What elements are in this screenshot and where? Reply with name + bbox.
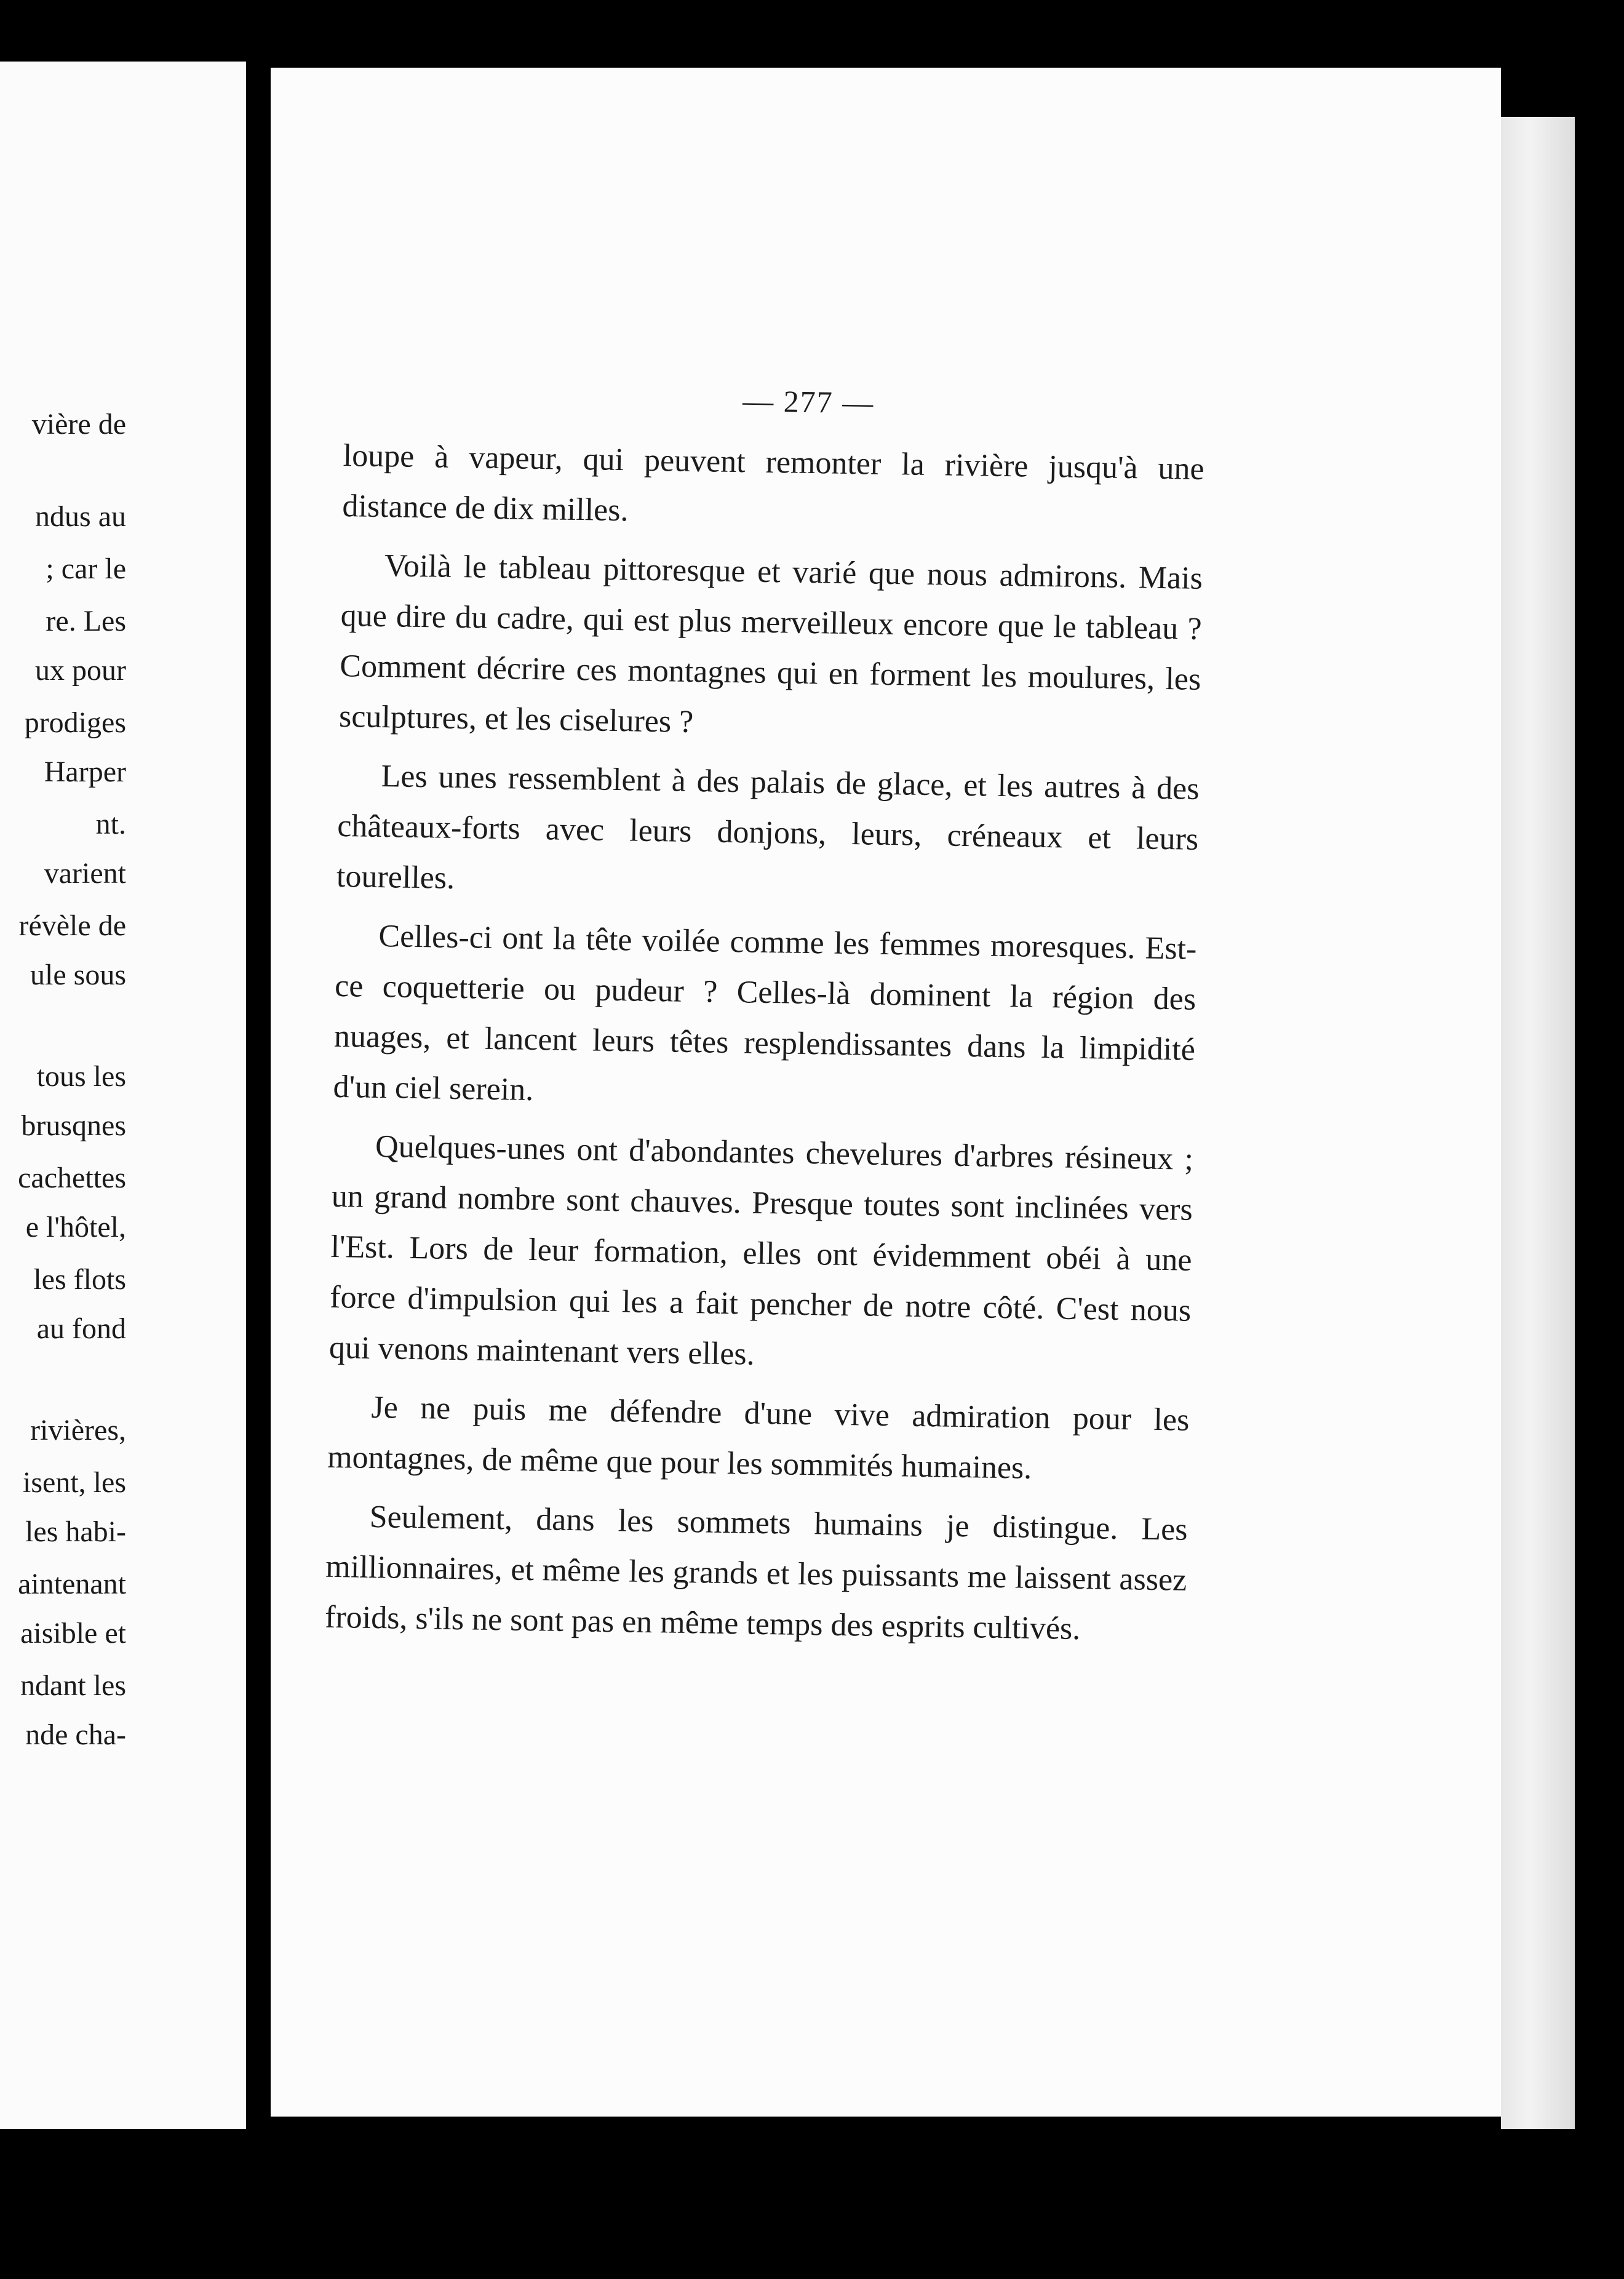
left-line: nt.: [95, 808, 126, 840]
paragraph: Les unes ressemblent à des palais de glace, et les autres à des châteaux-forts avec leurs donjons, leurs, créneaux et leurs tourelles.: [336, 759, 1200, 896]
paragraph: Quelques-unes ont d'abondantes chevelures d'arbres résineux ; un grand nombre sont chauves. Presque toutes sont inclinées vers l'Est. Lors de leur formation, elles ont évidemment obéi à une force d'impulsion qui les a fait pencher de notre côté. C'est nous qui venons maintenant vers elles.: [328, 1128, 1194, 1372]
paragraph: Celles-ci ont la tête voilée comme les femmes moresques. Est-ce coquetterie ou pudeur ? Celles-là dominent la région des nuages, et lancent leurs têtes resplendissantes dans la limpidité d'un ciel serein.: [333, 918, 1197, 1108]
left-line: révèle de: [18, 909, 126, 942]
paragraph: Voilà le tableau pittoresque et varié que nous admirons. Mais que dire du cadre, qui est plus merveilleux encore que le tableau ? Comment décrire ces montagnes qui en forment les moulures, les sculptures, et les ciselures ?: [338, 548, 1203, 740]
left-line: rivières,: [30, 1414, 126, 1447]
left-line: tous les: [36, 1060, 126, 1093]
left-page: [0, 62, 246, 2129]
left-line: brusqnes: [21, 1109, 126, 1142]
book-gutter: [246, 62, 271, 2129]
page-text: [324, 369, 1206, 1665]
left-line: aisible et: [20, 1617, 126, 1650]
paragraph: Seulement, dans les sommets humains je distingue. Les millionnaires, et même les grands et les puissants me laissent assez froids, s'ils ne sont pas en même temps des esprits cultivés.: [324, 1499, 1188, 1647]
left-line: ndant les: [20, 1669, 126, 1702]
page-edge: [1501, 117, 1575, 2129]
left-line: ndus au: [35, 500, 126, 533]
left-line: Harper: [44, 756, 126, 788]
left-line: nde cha-: [25, 1718, 126, 1751]
left-line: au fond: [36, 1312, 126, 1345]
left-line: re. Les: [46, 605, 126, 637]
left-line: varient: [44, 857, 126, 890]
left-line: vière de: [31, 408, 126, 441]
left-line: cachettes: [18, 1162, 126, 1194]
page-number: — 277 —: [742, 383, 875, 420]
left-line: ; car le: [46, 553, 126, 585]
paragraph: Je ne puis me défendre d'une vive admiration pour les montagnes, de même que pour les sommités humaines.: [327, 1389, 1190, 1486]
left-line: e l'hôtel,: [25, 1211, 126, 1243]
left-line: les flots: [33, 1263, 126, 1296]
left-line: les habi-: [25, 1515, 126, 1548]
left-line: aintenant: [18, 1568, 126, 1600]
paragraph: loupe à vapeur, qui peuvent remonter la rivière jusqu'à une distance de dix milles.: [342, 437, 1205, 529]
left-line: isent, les: [23, 1466, 126, 1499]
left-line: prodiges: [24, 706, 126, 739]
left-line: ule sous: [30, 959, 126, 991]
left-line: ux pour: [35, 654, 126, 687]
